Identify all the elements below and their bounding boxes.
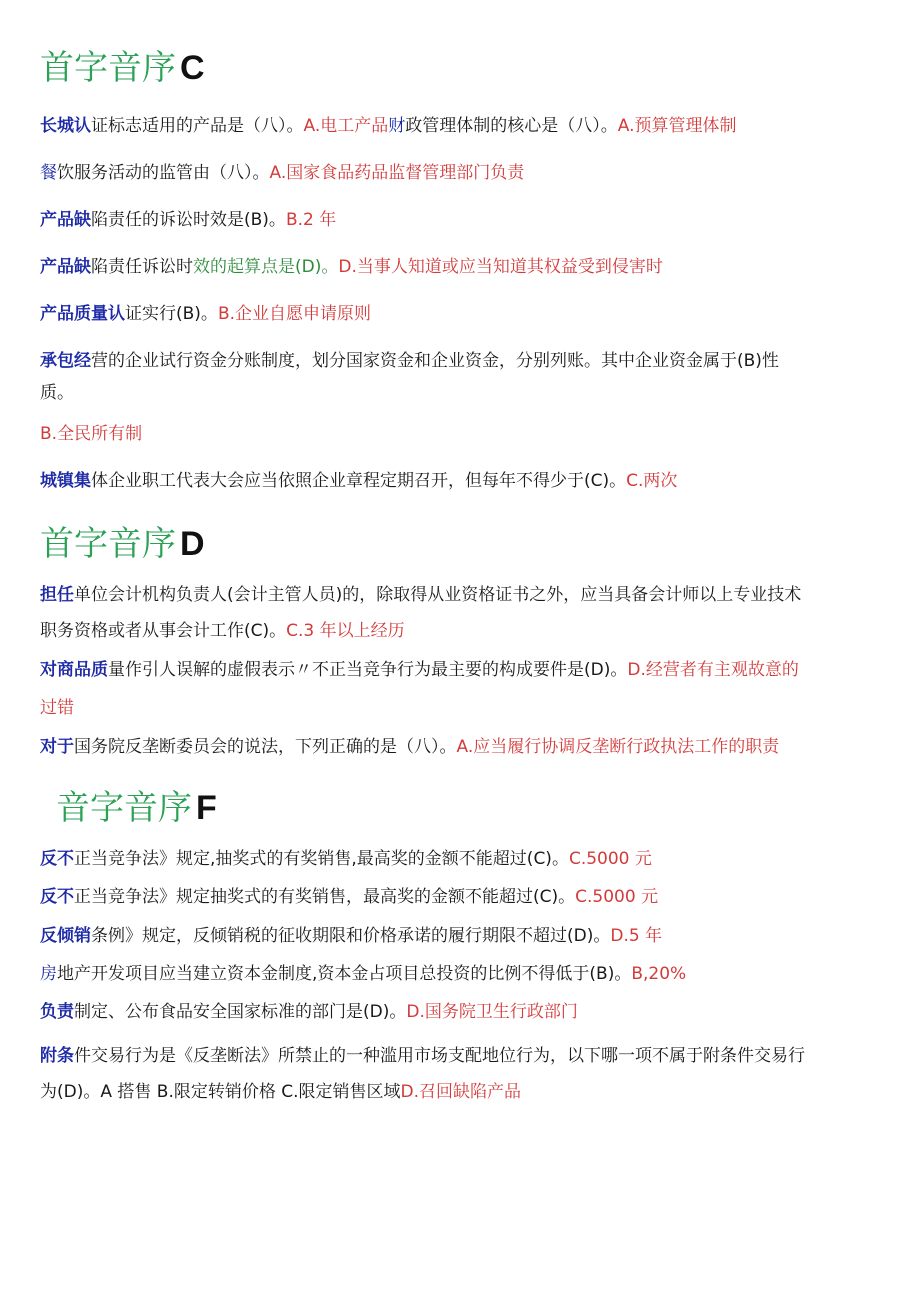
question-text: 制定、公布食品安全国家标准的部门是(D)。: [74, 1002, 407, 1022]
keyword: 反不: [40, 849, 74, 869]
list-item: [40, 920, 880, 952]
answer-text: D.国务院卫生行政部门: [406, 1002, 578, 1022]
keyword: 反倾销: [40, 926, 91, 946]
answer-text: D.召回缺陷产品: [400, 1082, 522, 1102]
keyword: 产品缺: [40, 257, 91, 277]
question-text: 证标志适用的产品是（八）。: [91, 116, 304, 136]
question-text: 国务院反垄断委员会的说法，下列正确的是（八）。: [74, 737, 457, 757]
heading-letter: C: [180, 49, 205, 87]
answer-text: D.经营者有主观故意的: [627, 660, 799, 680]
question-text: 量作引人误解的虚假表示〃不正当竞争行为最主要的构成要件是(D)。: [108, 660, 628, 680]
answer-text: D.当事人知道或应当知道其权益受到侵害时: [338, 257, 663, 277]
question-text: 条例》规定，反倾销税的征收期限和价格承诺的履行期限不超过(D)。: [91, 926, 611, 946]
list-item: [40, 298, 880, 330]
keyword: 房: [40, 964, 57, 984]
answer-text: C.两次: [626, 471, 678, 491]
list-item-answer: [40, 418, 880, 450]
keyword: 质量认: [74, 304, 125, 324]
list-item: [40, 251, 880, 283]
answer-text: A.应当履行协调反垄断行政执法工作的职责: [456, 737, 780, 757]
answer-text: C.5000 元: [575, 887, 659, 907]
keyword: 对商品质: [40, 660, 108, 680]
question-text: 饮服务活动的监管由（八）。: [57, 163, 270, 183]
question-text: 地产开发项目应当建立资本金制度,资本金占项目总投资的比例不得低于(B)。: [57, 964, 632, 984]
list-item: [40, 579, 880, 611]
answer-text: B.2 年: [285, 210, 337, 230]
section-heading-f: [56, 788, 217, 828]
list-item: [40, 204, 880, 236]
keyword: 产品缺: [40, 210, 91, 230]
list-item: [40, 958, 880, 990]
question-text: 体企业职工代表大会应当依照企业章程定期召开，但每年不得少于(C)。: [91, 471, 627, 491]
list-item: [40, 996, 880, 1028]
list-item: [40, 1040, 880, 1072]
list-item-continuation: [40, 1076, 880, 1108]
question-text: 政管理体制的核心是（八）。: [405, 116, 618, 136]
keyword: 负责: [40, 1002, 74, 1022]
list-item: [40, 345, 880, 377]
keyword: 附条: [40, 1046, 74, 1066]
answer-text: D.5 年: [610, 926, 663, 946]
question-text: 效的起算点是(D)。: [193, 257, 339, 277]
heading-letter: D: [180, 525, 205, 563]
keyword: 财: [388, 116, 406, 136]
list-item: [40, 731, 880, 763]
answer-text: B.全民所有制: [40, 424, 143, 444]
heading-letter: F: [196, 789, 217, 827]
question-text: 职务资格或者从事会计工作(C)。: [40, 621, 287, 641]
list-item: [40, 110, 880, 142]
list-item: [40, 843, 880, 875]
keyword: 餐: [40, 163, 57, 183]
list-item-continuation: [40, 615, 880, 647]
question-text: 单位会计机构负责人(会计主管人员)的，除取得从业资格证书之外，应当具备会计师以上专业技术: [74, 585, 802, 605]
keyword: 长城认: [40, 116, 91, 136]
heading-text: 首字音序: [40, 524, 176, 564]
question-text: 件交易行为是《反垄断法》所禁止的一种滥用市场支配地位行为，以下哪一项不属于附条件交易行: [74, 1046, 805, 1066]
answer-text: C.3 年以上经历: [286, 621, 405, 641]
list-item: [40, 157, 880, 189]
answer-text: A.国家食品药品监督管理部门负责: [269, 163, 525, 183]
answer-text: 过错: [40, 698, 74, 718]
question-text: 陷责任诉讼时: [91, 257, 193, 277]
question-text: 证实行(B)。: [125, 304, 218, 324]
list-item-continuation: [40, 377, 880, 409]
heading-text: 首字音序: [40, 48, 176, 88]
keyword: 城镇集: [40, 471, 91, 491]
question-text: 正当竞争法》规定,抽奖式的有奖销售,最高奖的金额不能超过(C)。: [74, 849, 569, 869]
heading-text: 音字音序: [56, 788, 192, 828]
question-text: 营的企业试行资金分账制度，划分国家资金和企业资金，分别列账。其中企业资金属于(B)性: [91, 351, 779, 371]
keyword: 产品: [40, 304, 74, 324]
keyword: 对于: [40, 737, 74, 757]
section-heading-d: [40, 524, 205, 564]
keyword: 反不: [40, 887, 74, 907]
question-text: 正当竞争法》规定抽奖式的有奖销售，最高奖的金额不能超过(C)。: [74, 887, 576, 907]
question-text: 质。: [40, 383, 74, 403]
list-item: [40, 465, 880, 497]
answer-text: A.电工产品: [303, 116, 389, 136]
answer-text: C.5000 元: [568, 849, 652, 869]
section-heading-c: [40, 48, 205, 88]
answer-text: A.预算管理体制: [617, 116, 737, 136]
list-item: [40, 881, 880, 913]
question-text: 陷责任的诉讼时效是(B)。: [91, 210, 286, 230]
answer-text: B,20%: [631, 964, 687, 984]
list-item-continuation: [40, 692, 880, 724]
list-item: [40, 654, 880, 686]
keyword: 担任: [40, 585, 74, 605]
keyword: 承包经: [40, 351, 91, 371]
question-text: 为(D)。A 搭售 B.限定转销价格 C.限定销售区域: [40, 1082, 401, 1102]
answer-text: B.企业自愿申请原则: [217, 304, 372, 324]
